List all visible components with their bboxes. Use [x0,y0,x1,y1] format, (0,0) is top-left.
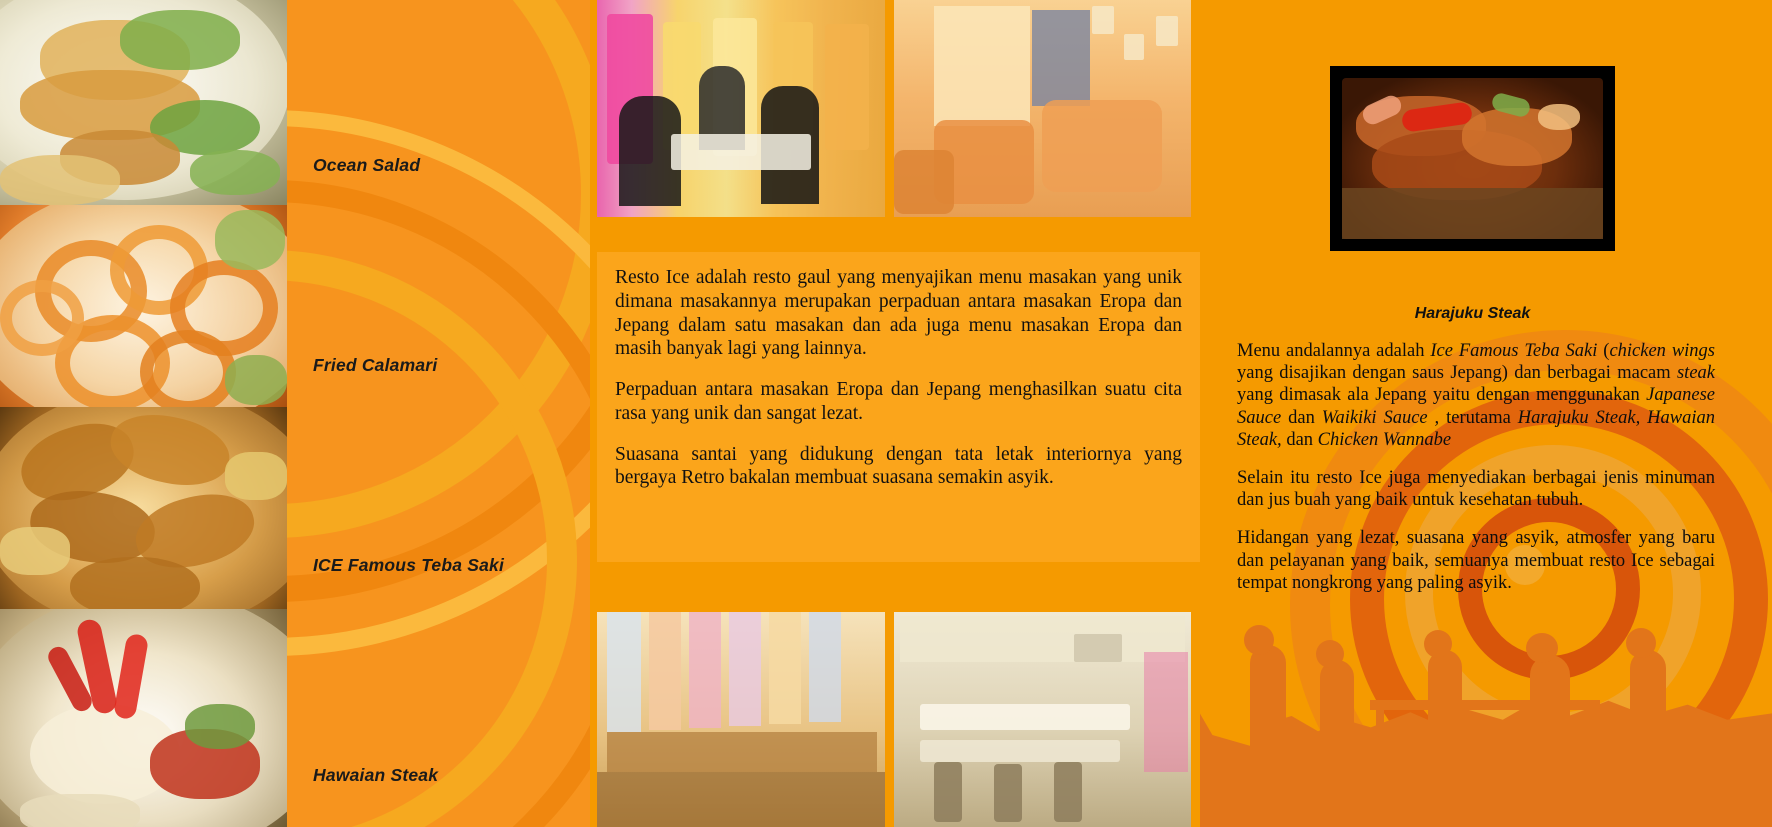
right-text-block [1237,340,1715,610]
left-photo-strip [0,0,287,827]
silhouette-figure [1428,650,1462,827]
photo-fried-calamari [0,205,287,407]
interior-photos-top [597,0,1191,217]
right-paragraph-1 [1237,340,1715,451]
silhouette-head [1244,625,1274,655]
rp-t5: dan [1281,407,1322,428]
photo-dining-guests [597,0,885,217]
interior-photos-bottom [597,612,1191,827]
rp-t6: terutama [1439,407,1518,428]
silhouette-figure [1320,660,1354,827]
silhouette-figure [1250,645,1286,827]
right-paragraph-2: Selain itu resto Ice juga menyediakan berbagai jenis minuman dan jus buah yang baik untuk kesehatan tubuh. [1237,467,1715,511]
photo-corridor-seating [597,612,885,827]
rp-i2: chicken wings [1609,341,1715,361]
center-paragraph-3: Suasana santai yang didukung dengan tata letak interiornya yang bergaya Retro bakalan membuat suasana semakin asyik. [615,443,1182,489]
photo-ice-famous-teba-saki [0,407,287,609]
silhouette-head [1626,628,1656,658]
photo-harajuku-steak [1330,66,1615,251]
photo-harajuku-steak-inner [1342,78,1603,239]
photo-long-table-room [894,612,1191,827]
right-paragraph-3: Hidangan yang lezat, suasana yang asyik, atmosfer yang baru dan pelayanan yang baik, semuanya membuat resto Ice sebagai tempat nongkrong yang paling asyik. [1237,528,1715,593]
caption-hawaian-steak: Hawaian Steak [313,765,439,785]
rp-i5: Waikiki Sauce , [1321,407,1440,428]
rp-t3: yang disajikan dengan saus Jepang) dan berbagai macam [1237,363,1677,384]
caption-fried-calamari: Fried Calamari [313,355,438,375]
caption-ice-famous-teba-saki: ICE Famous Teba Saki [313,555,505,575]
decorative-arc-band [287,0,590,827]
rp-i3: steak [1676,363,1715,384]
rp-t7: dan [1281,429,1318,450]
silhouette-bar-leg [1586,710,1594,827]
center-paragraph-1: Resto Ice adalah resto gaul yang menyajikan menu masakan yang unik dimana masakannya merupakan perpaduan antara masakan Eropa dan Jepang dalam satu masakan dan ada juga menu masakan Eropa dan masih banyak lagi yang lainnya. [615,267,1182,360]
silhouette-head [1316,640,1344,668]
rp-i4: Japanese Sauce [1237,385,1715,428]
silhouette-bar-counter [1370,700,1600,710]
silhouette-bar-leg [1376,710,1384,827]
photo-lounge-sofa [894,0,1191,217]
center-text-panel [597,252,1200,562]
rp-t4: yang dimasak ala Jepang yaitu dengan menggunakan [1237,385,1647,406]
rp-t2: ( [1597,341,1610,361]
photo-hawaian-steak [0,609,287,827]
rp-t1: Menu andalannya adalah [1237,341,1431,361]
silhouette-figure [1530,655,1570,827]
rp-i6: Harajuku Steak, Hawaian Steak, [1237,407,1715,450]
silhouette-head [1526,633,1558,663]
photo-ocean-salad [0,0,287,205]
silhouette-figure [1630,650,1666,827]
center-paragraph-2: Perpaduan antara masakan Eropa dan Jepang menghasilkan suatu cita rasa yang unik dan sangat lezat. [615,379,1182,424]
caption-harajuku-steak: Harajuku Steak [1414,305,1531,322]
caption-ocean-salad: Ocean Salad [313,155,421,175]
arc-decoration [287,110,590,827]
rp-i7: Chicken Wannabe [1317,429,1452,450]
rp-i1: Ice Famous Teba Saki [1430,341,1598,361]
silhouette-head [1424,630,1452,658]
